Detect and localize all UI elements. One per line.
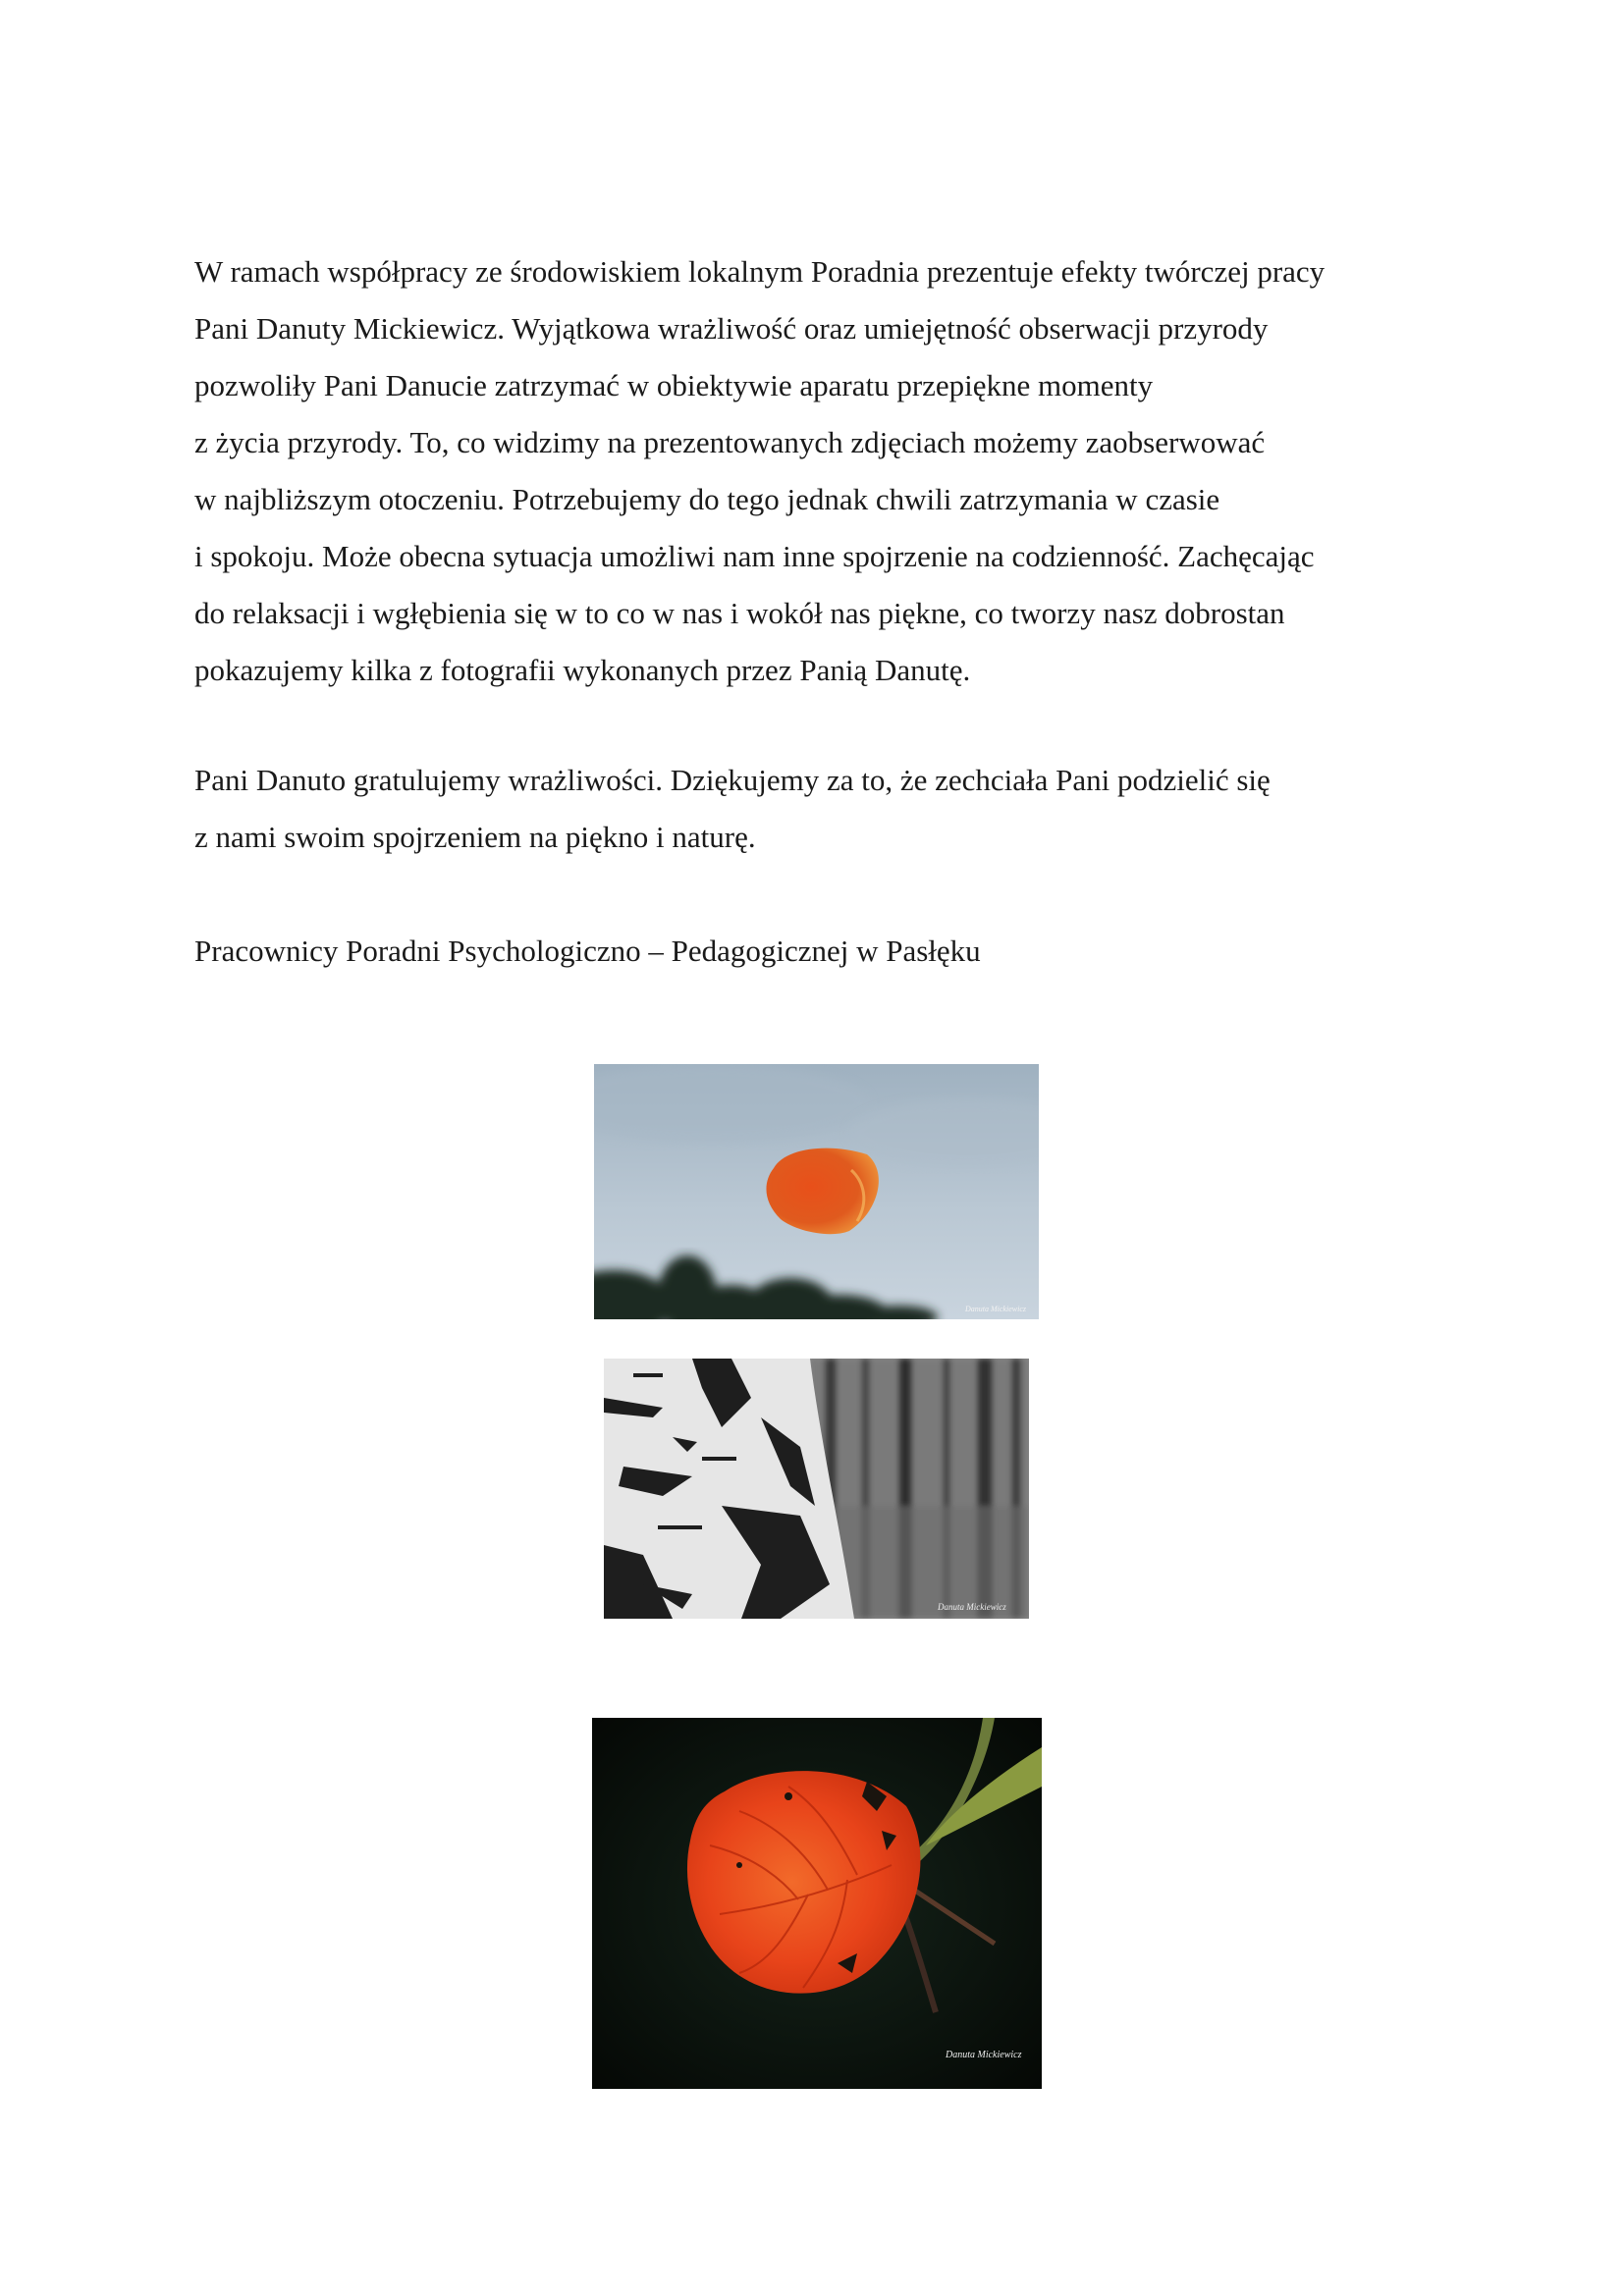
paragraph-line: W ramach współpracy ze środowiskiem lokalnym Poradnia prezentuje efekty twórczej pracy [194,254,1326,289]
intro-paragraph [194,243,1471,699]
photo-signature: Danuta Mickiewicz [938,1602,1006,1612]
paragraph-line: pokazujemy kilka z fotografii wykonanych przez Panią Danutę. [194,653,971,687]
paragraph-line: do relaksacji i wgłębienia się w to co w nas i wokół nas piękne, co tworzy nasz dobrostan [194,596,1285,630]
leaf-photo [592,1718,1042,2089]
paragraph-line: z życia przyrody. To, co widzimy na prezentowanych zdjęciach możemy zaobserwować [194,425,1266,459]
birch-photo [604,1359,1029,1619]
paragraph-line: i spokoju. Może obecna sytuacja umożliwi nam inne spojrzenie na codzienność. Zachęcając [194,539,1315,573]
birch-photo-image [604,1359,1029,1619]
thanks-paragraph [194,752,1471,866]
paragraph-line: Pani Danuty Mickiewicz. Wyjątkowa wrażliwość oraz umiejętność obserwacji przyrody [194,311,1269,346]
signature-text: Pracownicy Poradni Psychologiczno – Pedagogicznej w Pasłęku [194,934,981,968]
signature-line [194,923,1471,980]
paragraph-line: w najbliższym otoczeniu. Potrzebujemy do tego jednak chwili zatrzymania w czasie [194,482,1220,516]
photo-signature: Danuta Mickiewicz [946,2050,1022,2060]
paragraph-line: z nami swoim spojrzeniem na piękno i naturę. [194,820,756,854]
petal-photo [594,1064,1039,1319]
paragraph-line: pozwoliły Pani Danucie zatrzymać w obiektywie aparatu przepiękne momenty [194,368,1154,402]
leaf-photo-image [592,1718,1042,2089]
paragraph-line: Pani Danuto gratulujemy wrażliwości. Dziękujemy za to, że zechciała Pani podzielić się [194,763,1271,797]
photo-signature: Danuta Mickiewicz [965,1305,1026,1313]
petal-photo-image [594,1064,1039,1319]
